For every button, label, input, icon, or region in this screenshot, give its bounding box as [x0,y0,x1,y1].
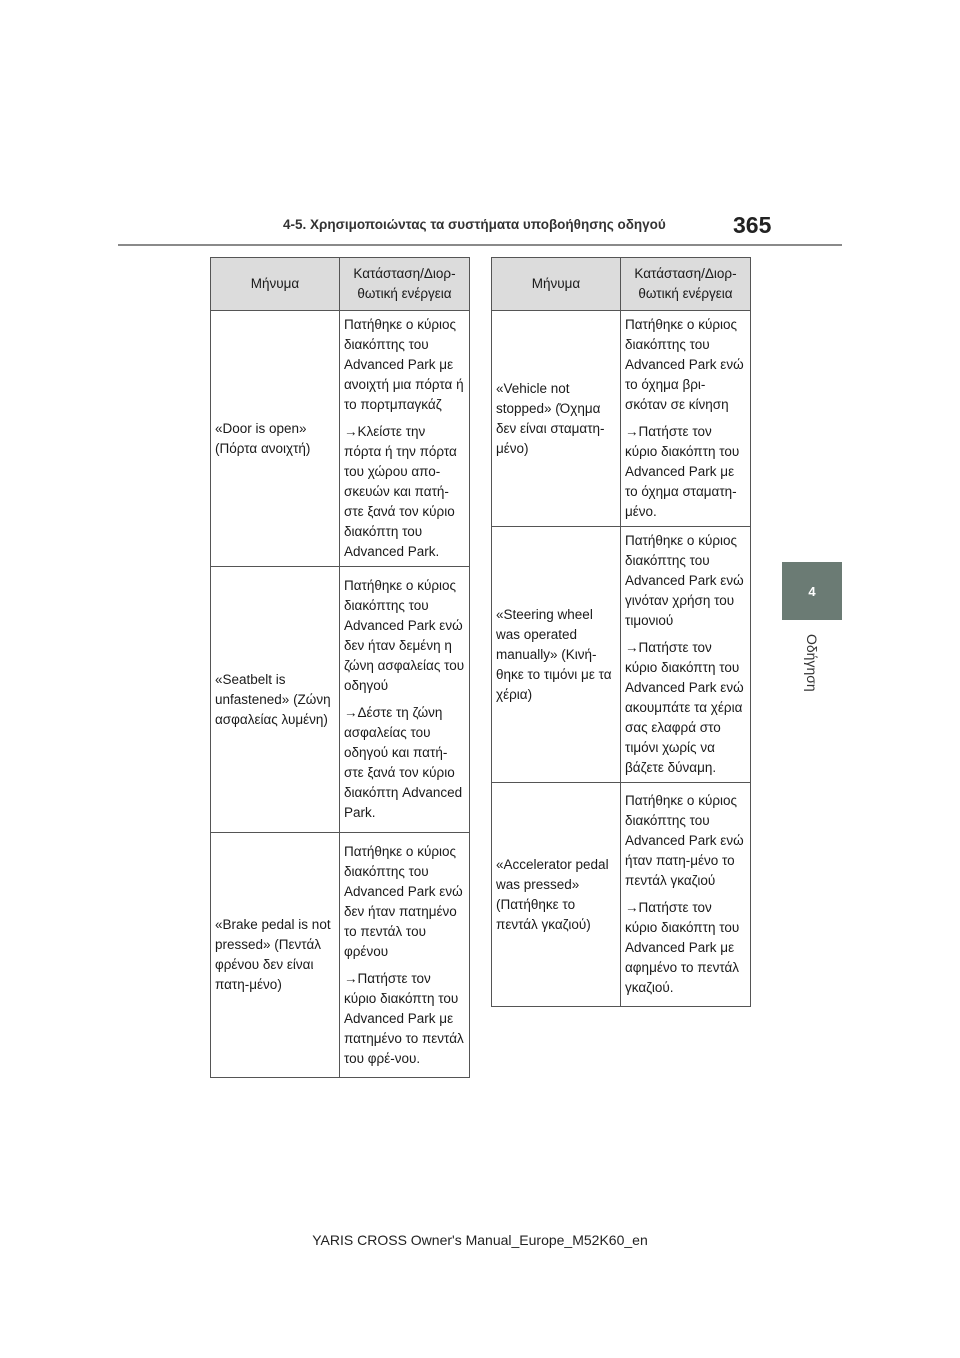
action-text: →Δέστε τη ζώνη ασφαλείας του οδηγού και πατή-στε ξανά τον κύριο διακόπτη Advanced Park. [344,705,463,820]
page-number: 365 [733,212,772,238]
condition-text: Πατήθηκε ο κύριος διακόπτης του Advanced Park με ανοιχτή μια πόρτα ή το πορτμπαγκάζ [344,317,464,412]
action-text: →Κλείστε την πόρτα ή την πόρτα του χώρου απο-σκευών και πατή-στε ξανά τον κύριο διακόπτη του Advanced Park. [344,424,457,559]
header-condition-action: Κατάσταση/Διορ-θωτική ενέργεια [340,258,470,311]
action-text: →Πατήστε τον κύριο διακόπτη του Advanced Park με αφημένο το πεντάλ γκαζιού. [625,900,740,995]
condition-action-cell [340,833,470,1078]
condition-action-cell [621,311,751,527]
chapter-number: 4 [808,583,816,599]
footer-text: YARIS CROSS Owner's Manual_Europe_M52K60_en [312,1232,648,1248]
action-text: →Πατήστε τον κύριο διακόπτη του Advanced Park με το όχημα σταματη-μένο. [625,424,740,519]
header-condition-action: Κατάσταση/Διορ-θωτική ενέργεια [621,258,751,311]
table-row [211,311,470,567]
condition-action-cell [621,527,751,783]
message-cell: «Steering wheel was operated manually» (Κινή-θηκε το τιμόνι με τα χέρια) [492,527,621,783]
table-row [492,527,751,783]
header-message: Μήνυμα [492,258,621,311]
header-divider [118,244,842,246]
table-header-row [492,258,751,311]
table-header-row [211,258,470,311]
message-cell: «Brake pedal is not pressed» (Πεντάλ φρένου δεν είναι πατη-μένο) [211,833,340,1078]
table-row [211,567,470,833]
message-cell: «Seatbelt is unfastened» (Ζώνη ασφαλείας λυμένη) [211,567,340,833]
condition-text: Πατήθηκε ο κύριος διακόπτης του Advanced Park ενώ δεν ήταν πατημένο το πεντάλ του φρένου [344,843,463,959]
message-cell: «Door is open» (Πόρτα ανοιχτή) [211,311,340,567]
header-message: Μήνυμα [211,258,340,311]
condition-text: Πατήθηκε ο κύριος διακόπτης του Advanced Park ενώ γινόταν χρήση του τιμονιού [625,533,744,628]
message-cell: «Vehicle not stopped» (Όχημα δεν είναι σταματη-μένο) [492,311,621,527]
condition-action-cell [340,311,470,567]
message-cell: «Accelerator pedal was pressed» (Πατήθηκε το πεντάλ γκαζιού) [492,783,621,1007]
chapter-label [782,628,842,698]
left-message-table [210,257,470,1078]
table-row [492,311,751,527]
condition-action-cell [340,567,470,833]
chapter-tab[interactable] [782,562,842,620]
condition-text: Πατήθηκε ο κύριος διακόπτης του Advanced Park ενώ το όχημα βρι-σκόταν σε κίνηση [625,317,744,412]
condition-text: Πατήθηκε ο κύριος διακόπτης του Advanced Park ενώ ήταν πατη-μένο το πεντάλ γκαζιού [625,793,744,888]
right-message-table [491,257,751,1007]
table-row [211,833,470,1078]
action-text: →Πατήστε τον κύριο διακόπτη του Advanced Park ενώ ακουμπάτε τα χέρια σας ελαφρά στο τιμόνι χωρίς να βάζετε δύναμη. [625,640,744,775]
section-title: 4-5. Χρησιμοποιώντας τα συστήματα υποβοήθησης οδηγού [283,217,666,232]
condition-action-cell [621,783,751,1007]
table-row [492,783,751,1007]
chapter-name: Οδήγηση [804,634,820,692]
condition-text: Πατήθηκε ο κύριος διακόπτης του Advanced Park ενώ δεν ήταν δεμένη η ζώνη ασφαλείας του οδηγού [344,578,465,693]
action-text: →Πατήστε τον κύριο διακόπτη του Advanced Park με πατημένο το πεντάλ του φρέ-νου. [344,970,464,1066]
